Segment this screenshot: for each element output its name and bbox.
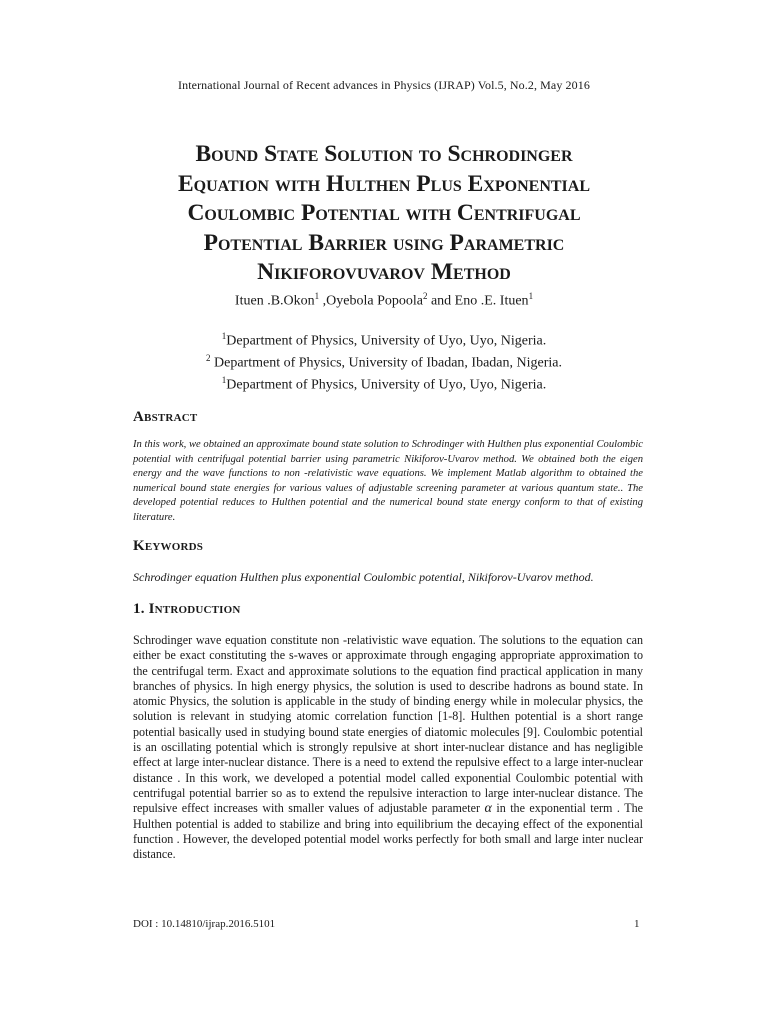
affiliation-text: Department of Physics, University of Ibadan, Ibadan, Nigeria. xyxy=(210,355,562,371)
introduction-heading: 1. Introduction xyxy=(133,601,241,617)
affiliation-text: Department of Physics, University of Uyo, Uyo, Nigeria. xyxy=(226,377,547,393)
affiliation-mark: 1 xyxy=(221,375,227,386)
affiliation xyxy=(0,372,768,394)
keywords-text: Schrodinger equation Hulthen plus exponential Coulombic potential, Nikiforov-Uvarov method. xyxy=(133,570,594,584)
introduction-text-part: Schrodinger wave equation constitute non -relativistic wave equation. The solutions to the equation can either be exact constituting the s-waves or approximate through engaging appropriate approximation to the centrifugal term. Exact and approximate solutions to the equation find practical application in many branches of physics. In high energy physics, the solution is used to describe hadrons as bound state. In atomic Physics, the solution is applicable in the study of binding energy while in molecular physics, the solution is relevant in studying atomic correlation function [1-8]. Hulthen potential is a short range potential basically used in studying bound state energies of diatomic molecules [9]. Coulombic potential is an oscillating potential which is strongly repulsive at short inter-nuclear distance and has negligible effect at large inter-nuclear distance. There is a need to extend the repulsive effect to a large inter-nuclear distance . In this work, we developed a potential model called exponential Coulombic potential with centrifugal potential barrier so as to extend the repulsive interaction to large inter-nuclear distance. The repulsive effect increases with smaller values of adjustable parameter xyxy=(133,633,643,816)
introduction-text xyxy=(133,633,643,862)
footer-doi: DOI : 10.14810/ijrap.2016.5101 xyxy=(133,918,276,930)
affiliation-mark: 2 xyxy=(206,353,211,364)
running-head: International Journal of Recent advances in Physics (IJRAP) Vol.5, No.2, May 2016 xyxy=(178,78,590,92)
author-affil-mark: 2 xyxy=(422,291,428,301)
author-affil-mark: 1 xyxy=(528,291,534,301)
affiliation-text: Department of Physics, University of Uyo, Uyo, Nigeria. xyxy=(226,333,547,349)
introduction-text-part: in the exponential term . The Hulthen potential is added to stabilize and bring into equilibrium the decaying effect of the exponential function . However, the developed potential model works perfectly for both small and large inter nuclear distance. xyxy=(133,801,643,862)
paper-title xyxy=(100,140,668,288)
author-name: Ituen .B.Okon xyxy=(234,293,315,309)
title-line: Coulombic Potential with Centrifugal xyxy=(187,200,581,226)
keywords-heading: Keywords xyxy=(133,538,204,554)
affiliation xyxy=(0,328,768,350)
page-number: 1 xyxy=(634,918,640,930)
author-list xyxy=(0,291,768,310)
affiliation xyxy=(0,350,768,372)
affiliation-mark: 1 xyxy=(221,331,227,341)
title-line: Bound State Solution to Schrodinger xyxy=(195,141,573,167)
author-name: ,Oyebola Popoola xyxy=(319,293,423,309)
author-name: and Eno .E. Ituen xyxy=(427,293,529,309)
title-line: Equation with Hulthen Plus Exponential xyxy=(178,170,590,197)
alpha-symbol: α xyxy=(484,801,492,817)
author-affil-mark: 1 xyxy=(314,291,320,301)
title-line: Nikiforovuvarov Method xyxy=(257,259,511,285)
affiliation-list xyxy=(0,328,768,394)
abstract-text: In this work, we obtained an approximate bound state solution to Schrodinger with Hulthen plus exponential Coulombic potential with centrifugal potential barrier using parametric Nikiforov-Uvarov method. We obtained both the eigen energy and the wave functions to non -relativistic wave equations. We implement Matlab algorithm to obtained the numerical bound state energies for various values of adjustable screening parameter at various quantum state.. The developed potential reduces to Hulthen potential and the numerical bound state energy conform to that of existing literature. xyxy=(133,439,643,523)
abstract-heading: Abstract xyxy=(133,409,198,425)
title-line: Potential Barrier using Parametric xyxy=(203,229,565,256)
